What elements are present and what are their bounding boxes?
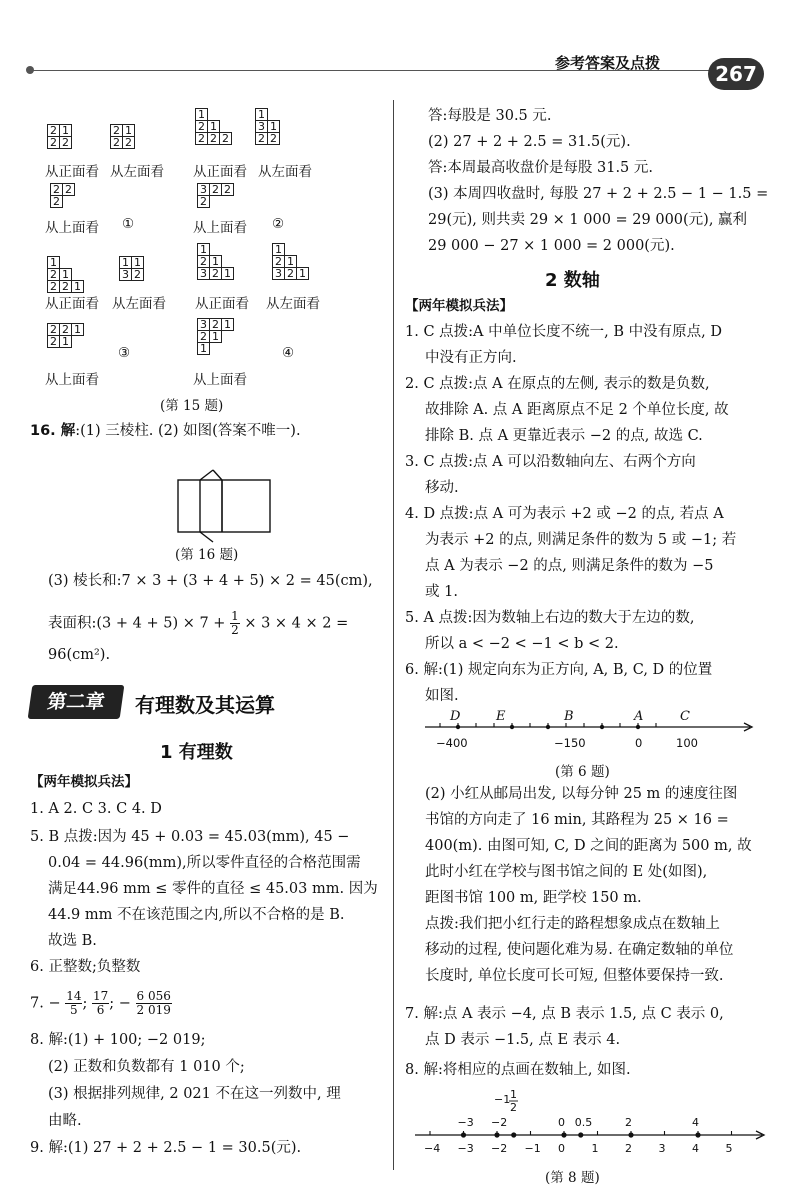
b6-note: 长度时, 单位长度可长可短, 但整体要保持一致. (425, 968, 724, 984)
axis-point (494, 1132, 499, 1137)
axis-point (628, 1132, 633, 1137)
tick-label: 3 (658, 1142, 666, 1155)
b4-line: 4. D 点拨:点 A 可为表示 +2 或 −2 的点, 若点 A (405, 506, 724, 522)
page-number: 267 (715, 62, 757, 86)
view-label: 从左面看 (112, 296, 166, 312)
point-label: 0.5 (574, 1116, 593, 1129)
section-title: 1 有理数 (160, 742, 233, 763)
view-figure: 2 2 1 2 1 (47, 323, 84, 348)
axis-point (600, 725, 604, 729)
view-figure: 2 1 2 2 (110, 124, 135, 149)
fraction-denominator: 2 019 (136, 1003, 171, 1017)
q16-line-5: 96(cm²). (48, 647, 111, 663)
view-label: 从上面看 (45, 372, 99, 388)
answer-5-line: 0.04 = 44.96(mm),所以零件直径的合格范围需 (48, 855, 361, 871)
point-label-b: B (564, 709, 574, 724)
q16-line-4 (48, 610, 348, 637)
figure-number: ③ (118, 345, 131, 361)
view-label: 从正面看 (45, 296, 99, 312)
right-line: (3) 本周四收盘时, 每股 27 + 2 + 2.5 − 1 − 1.5 = (428, 186, 769, 202)
view-figure: 2 2 2 (50, 183, 75, 208)
axis-point (510, 725, 514, 729)
view-label: 从左面看 (266, 296, 320, 312)
b6-line: 400(m). 由图可知, C, D 之间的距离为 500 m, 故 (425, 838, 752, 854)
b6-note: 点拨:我们把小红行走的路程想象成点在数轴上 (425, 916, 720, 932)
view-label: 从正面看 (195, 296, 249, 312)
view-label: 从左面看 (258, 164, 312, 180)
b7-line: 点 D 表示 −1.5, 点 E 表示 4. (425, 1032, 621, 1048)
point-label-e: E (496, 709, 506, 724)
figure-number: ② (272, 216, 285, 232)
q16-line-3: (3) 棱长和:7 × 3 + (3 + 4 + 5) × 2 = 45(cm), (48, 573, 373, 589)
b6-note: 移动的过程, 使问题化难为易. 在确定数轴的单位 (425, 942, 734, 958)
half-fraction (230, 610, 240, 637)
fraction-numerator: 6 056 (136, 989, 171, 1003)
view-figure: 3 2 1 2 1 1 (197, 318, 234, 355)
right-line: (2) 27 + 2 + 2.5 = 31.5(元). (428, 134, 631, 150)
view-label: 从上面看 (193, 220, 247, 236)
answer-7-prefix: 7. − (30, 995, 61, 1012)
tick-label: 5 (725, 1142, 733, 1155)
b2-line: 故排除 A. 点 A 距离原点不足 2 个单位长度, 故 (425, 402, 729, 418)
axis-point (578, 1132, 583, 1137)
b1-line: 1. C 点拨:A 中单位长度不统一, B 中没有原点, D (405, 324, 722, 340)
number-line-q6 (420, 705, 760, 755)
section-title: 2 数轴 (545, 270, 600, 291)
tick-label: −4 (424, 1142, 441, 1155)
figure-number: ④ (282, 345, 295, 361)
b8-line: 8. 解:将相应的点画在数轴上, 如图. (405, 1062, 631, 1078)
answer-7: 7. − $\frac{14}{5}$ ; $\frac{17}{6}$ ; − $\frac{6 056}{2 019}$ (30, 989, 171, 1017)
answer-8-line: 8. 解:(1) + 100; −2 019; (30, 1032, 206, 1048)
fraction (136, 990, 172, 1017)
q16-surface-a: 表面积:(3 + 4 + 5) × 7 + (48, 615, 226, 632)
answer-8-line: (3) 根据排列规律, 2 021 不在这一列数中, 理 (48, 1086, 341, 1102)
b3-line: 3. C 点拨:点 A 可以沿数轴向左、右两个方向 (405, 454, 696, 470)
view-figure: 1 3 1 2 2 (255, 108, 280, 145)
point-label: −3 (457, 1116, 474, 1129)
answer-8-line: 由略. (48, 1113, 82, 1129)
figure-caption: (第 6 题) (555, 764, 610, 780)
fraction (65, 990, 82, 1017)
view-label: 从正面看 (193, 164, 247, 180)
axis-point (461, 1132, 466, 1137)
answer-5-line: 满足44.96 mm ≤ 零件的直径 ≤ 45.03 mm. 因为 (48, 881, 378, 897)
q16-answer: :(1) 三棱柱. (2) 如图(答案不唯一). (75, 423, 301, 439)
fraction-denominator: 5 (70, 1003, 78, 1017)
header-rule-dot (26, 66, 34, 74)
tick-label: −400 (436, 736, 468, 750)
figure-caption: (第 8 题) (545, 1170, 600, 1186)
b6-line: 书馆的方向走了 16 min, 其路程为 25 × 16 = (425, 812, 729, 828)
tick-label: 2 (625, 1142, 632, 1155)
tick-label: 100 (676, 736, 698, 750)
header-title: 参考答案及点拨 (555, 54, 661, 72)
column-divider (393, 100, 394, 1170)
answer-5-line: 故选 B. (48, 933, 97, 949)
tick-label: −1 (524, 1142, 541, 1155)
tick-label: 0 (558, 1142, 565, 1155)
mixed-number-int: −1 (494, 1093, 511, 1106)
view-figure: 1 2 1 3 2 1 (197, 243, 234, 280)
view-figure: 1 2 1 2 2 2 (195, 108, 232, 145)
b4-line: 为表示 +2 的点, 则满足条件的数为 5 或 −1; 若 (425, 532, 737, 548)
tick-label: 4 (692, 1142, 699, 1155)
point-label-d: D (450, 709, 461, 724)
axis-point (695, 1132, 700, 1137)
point-label: −2 (491, 1116, 508, 1129)
point-label-a: A (634, 709, 644, 724)
chapter-tag (28, 685, 125, 719)
answer-8-line: (2) 正数和负数都有 1 010 个; (48, 1059, 245, 1075)
number-line-q8 (410, 1090, 770, 1170)
axis-point (561, 1132, 566, 1137)
chapter-title: 有理数及其运算 (135, 693, 275, 717)
q16-number: 16. 解 (30, 423, 76, 439)
b2-line: 排除 B. 点 A 更靠近表示 −2 的点, 故选 C. (425, 428, 703, 444)
view-figure: 2 1 2 2 (47, 124, 72, 149)
tick-label: −3 (457, 1142, 474, 1155)
answer-1-4: 1. A 2. C 3. C 4. D (30, 801, 162, 817)
view-label: 从正面看 (45, 164, 99, 180)
axis-point (456, 725, 460, 729)
view-figure: 3 2 2 2 (197, 183, 234, 208)
view-label: 从上面看 (45, 220, 99, 236)
axis-point (546, 725, 550, 729)
b2-line: 2. C 点拨:点 A 在原点的左侧, 表示的数是负数, (405, 376, 710, 392)
b6-line: 此时小红在学校与图书馆之间的 E 处(如图), (425, 864, 708, 880)
tick-label: 0 (635, 736, 643, 750)
view-label: 从左面看 (110, 164, 164, 180)
fraction-denominator: 6 (96, 1003, 105, 1017)
figure-number: ① (122, 216, 135, 232)
b6-line: 如图. (425, 688, 459, 704)
b6-line: 6. 解:(1) 规定向东为正方向, A, B, C, D 的位置 (405, 662, 713, 678)
fraction (92, 990, 109, 1017)
b7-line: 7. 解:点 A 表示 −4, 点 B 表示 1.5, 点 C 表示 0, (405, 1006, 724, 1022)
practice-tag: 【两年模拟兵法】 (30, 774, 138, 790)
right-line: 29(元), 则共卖 29 × 1 000 = 29 000(元), 赢利 (428, 212, 748, 228)
answer-5-line: 5. B 点拨:因为 45 + 0.03 = 45.03(mm), 45 − (30, 829, 350, 845)
figure-caption: (第 16 题) (175, 547, 239, 563)
point-label-c: C (680, 709, 690, 724)
figure-caption: (第 15 题) (160, 398, 224, 414)
right-line: 答:每股是 30.5 元. (428, 108, 552, 124)
axis-point (636, 725, 640, 729)
chapter-tag-text: 第二章 (45, 691, 107, 713)
b5-line: 所以 a < −2 < −1 < b < 2. (425, 636, 619, 652)
point-label: 0 (558, 1116, 565, 1129)
view-figure: 1 2 1 2 2 1 (47, 256, 84, 293)
answer-9-line: 9. 解:(1) 27 + 2 + 2.5 − 1 = 30.5(元). (30, 1140, 302, 1156)
axis-point (511, 1132, 516, 1137)
b1-line: 中没有正方向. (425, 350, 517, 366)
b5-line: 5. A 点拨:因为数轴上右边的数大于左边的数, (405, 610, 695, 626)
fraction-numerator: 14 (66, 989, 82, 1003)
q16-line (30, 421, 301, 441)
b3-line: 移动. (425, 480, 459, 496)
view-figure: 1 1 3 2 (119, 256, 144, 281)
page-number-badge (708, 58, 764, 90)
view-figure: 1 2 1 3 2 1 (272, 243, 309, 280)
fraction-denominator: 2 (231, 623, 239, 637)
point-label: 2 (625, 1116, 632, 1129)
answer-5-line: 44.9 mm 不在该范围之内,所以不合格的是 B. (48, 907, 345, 923)
mixed-number-den: 2 (510, 1101, 517, 1114)
b4-line: 或 1. (425, 584, 458, 600)
fraction-numerator: 17 (92, 989, 109, 1003)
tick-label: −150 (554, 736, 586, 750)
b6-line: 距图书馆 100 m, 距学校 150 m. (425, 890, 642, 906)
b4-line: 点 A 为表示 −2 的点, 则满足条件的数为 −5 (425, 558, 714, 574)
fraction-numerator: 1 (231, 609, 239, 623)
view-label: 从上面看 (193, 372, 247, 388)
b6-line: (2) 小红从邮局出发, 以每分钟 25 m 的速度往图 (425, 786, 738, 802)
tick-label: 1 (591, 1142, 599, 1155)
prism-net-figure (175, 468, 275, 544)
mixed-number-num: 1 (510, 1090, 517, 1101)
right-line: 29 000 − 27 × 1 000 = 2 000(元). (428, 238, 675, 254)
answer-6: 6. 正整数;负整数 (30, 959, 141, 975)
point-label: 4 (692, 1116, 699, 1129)
practice-tag: 【两年模拟兵法】 (405, 298, 513, 314)
tick-label: −2 (491, 1142, 508, 1155)
q16-surface-b: × 3 × 4 × 2 = (244, 615, 349, 632)
right-line: 答:本周最高收盘价是每股 31.5 元. (428, 160, 653, 176)
